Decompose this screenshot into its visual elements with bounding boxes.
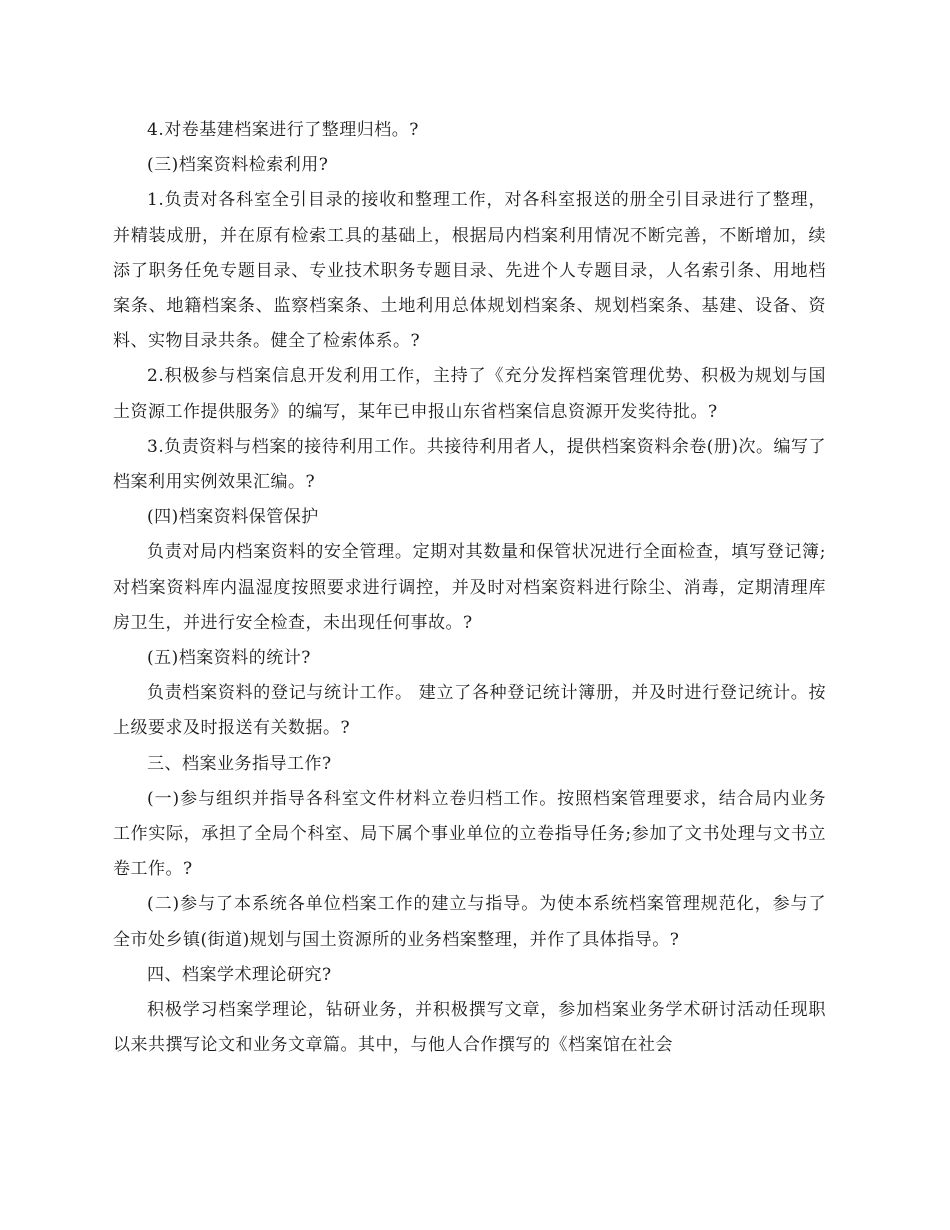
section-heading-guidance: 三、档案业务指导工作? [147, 753, 332, 774]
paragraph-retrieval-2: 2.积极参与档案信息开发利用工作，主持了《充分发挥档案管理优势、积极为规划与国土资源工作提供服务》的编写，某年已申报山东省档案信息资源开发奖待批。? [113, 366, 826, 422]
paragraph-retrieval-1: 1.负责对各科室全引目录的接收和整理工作，对各科室报送的册全引目录进行了整理，并精装成册，并在原有检索工具的基础上，根据局内档案利用情况不断完善，不断增加，续添了职务任免专题目录、专业技术职务专题目录、先进个人专题目录，人名索引条、用地档案条、地籍档案条、监察档案条、土地利用总体规划档案条、规划档案条、基建、设备、资料、实物目录共条。健全了检索体系。? [113, 190, 826, 352]
section-heading-statistics: (五)档案资料的统计? [147, 648, 311, 669]
paragraph-item-4: 4.对卷基建档案进行了整理归档。? [147, 120, 419, 140]
section-heading-retrieval: (三)档案资料检索利用? [147, 155, 329, 176]
section-heading-research: 四、档案学术理论研究? [147, 964, 332, 985]
document-body [113, 113, 826, 1063]
paragraph-statistics: 负责档案资料的登记与统计工作。 建立了各种登记统计簿册，并及时进行登记统计。按上级要求及时报送有关数据。? [113, 683, 826, 739]
paragraph-guidance-2: (二)参与了本系统各单位档案工作的建立与指导。为使本系统档案管理规范化，参与了全市处乡镇(街道)规划与国土资源所的业务档案整理，并作了具体指导。? [113, 894, 826, 950]
paragraph-storage: 负责对局内档案资料的安全管理。定期对其数量和保管状况进行全面检查，填写登记簿;对档案资料库内温湿度按照要求进行调控，并及时对档案资料进行除尘、消毒，定期清理库房卫生，并进行安全检查，未出现任何事故。? [113, 542, 826, 633]
paragraph-research: 积极学习档案学理论，钻研业务，并积极撰写文章，参加档案业务学术研讨活动任现职以来共撰写论文和业务文章篇。其中，与他人合作撰写的《档案馆在社会 [113, 1000, 826, 1056]
paragraph-retrieval-3: 3.负责资料与档案的接待利用工作。共接待利用者人，提供档案资料余卷(册)次。编写了档案利用实例效果汇编。? [113, 436, 826, 493]
section-heading-storage: (四)档案资料保管保护 [147, 507, 319, 528]
paragraph-guidance-1: (一)参与组织并指导各科室文件材料立卷归档工作。按照档案管理要求，结合局内业务工作实际，承担了全局个科室、局下属个事业单位的立卷指导任务;参加了文书处理与文书立卷工作。? [113, 788, 826, 880]
